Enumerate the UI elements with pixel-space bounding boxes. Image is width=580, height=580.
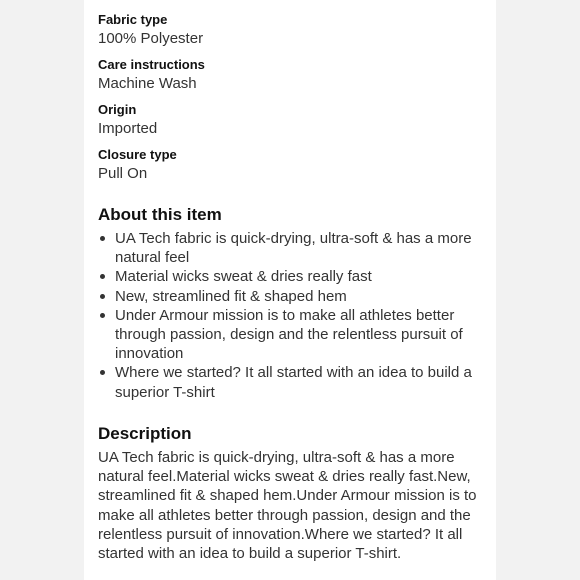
about-this-item-section — [98, 204, 496, 402]
bullet-text: New, streamlined fit & shaped hem — [115, 287, 347, 305]
about-title: About this item — [98, 205, 222, 224]
list-item — [98, 287, 496, 306]
description-section — [98, 423, 496, 564]
list-item — [98, 363, 496, 401]
description-title: Description — [98, 423, 192, 443]
attribute-value: Pull On — [98, 165, 148, 182]
bullet-dot-icon — [100, 313, 105, 318]
description-text: UA Tech fabric is quick-drying, ultra-soft & has a more natural feel.Material wicks sweat & dries really fast.New, streamlined fit & shaped hem.Under Armour mission is to make all athletes better through passion, design and the relentless pursuit of innovation.Where we started? It all started with an idea to build a superior T-shirt. — [98, 448, 477, 563]
list-item — [98, 229, 496, 267]
bullet-dot-icon — [100, 236, 105, 241]
bullet-text: Material wicks sweat & dries really fast — [115, 268, 372, 286]
attribute-value: Machine Wash — [98, 75, 197, 92]
list-item — [98, 267, 496, 286]
attribute-label: Fabric type — [98, 12, 168, 27]
bullet-text: UA Tech fabric is quick-drying, ultra-soft & has a more natural feel — [115, 230, 472, 267]
attribute-label: Care instructions — [98, 57, 205, 72]
bullet-dot-icon — [100, 274, 105, 279]
bullet-dot-icon — [100, 370, 105, 375]
attribute-value: Imported — [98, 120, 158, 137]
attribute-origin — [98, 101, 496, 139]
list-item — [98, 306, 496, 364]
attribute-care-instructions — [98, 56, 496, 94]
attribute-fabric-type — [98, 11, 496, 49]
attribute-label: Origin — [98, 102, 137, 117]
bullet-text: Under Armour mission is to make all athletes better through passion, design and the relentless pursuit of innovation — [115, 306, 463, 363]
attribute-value: 100% Polyester — [98, 30, 204, 47]
about-bullet-list — [98, 229, 496, 402]
bullet-dot-icon — [100, 294, 105, 299]
bullet-text: Where we started? It all started with an idea to build a superior T-shirt — [115, 364, 472, 401]
attribute-label: Closure type — [98, 147, 177, 162]
attribute-closure-type — [98, 146, 496, 184]
product-details-panel — [84, 0, 496, 580]
